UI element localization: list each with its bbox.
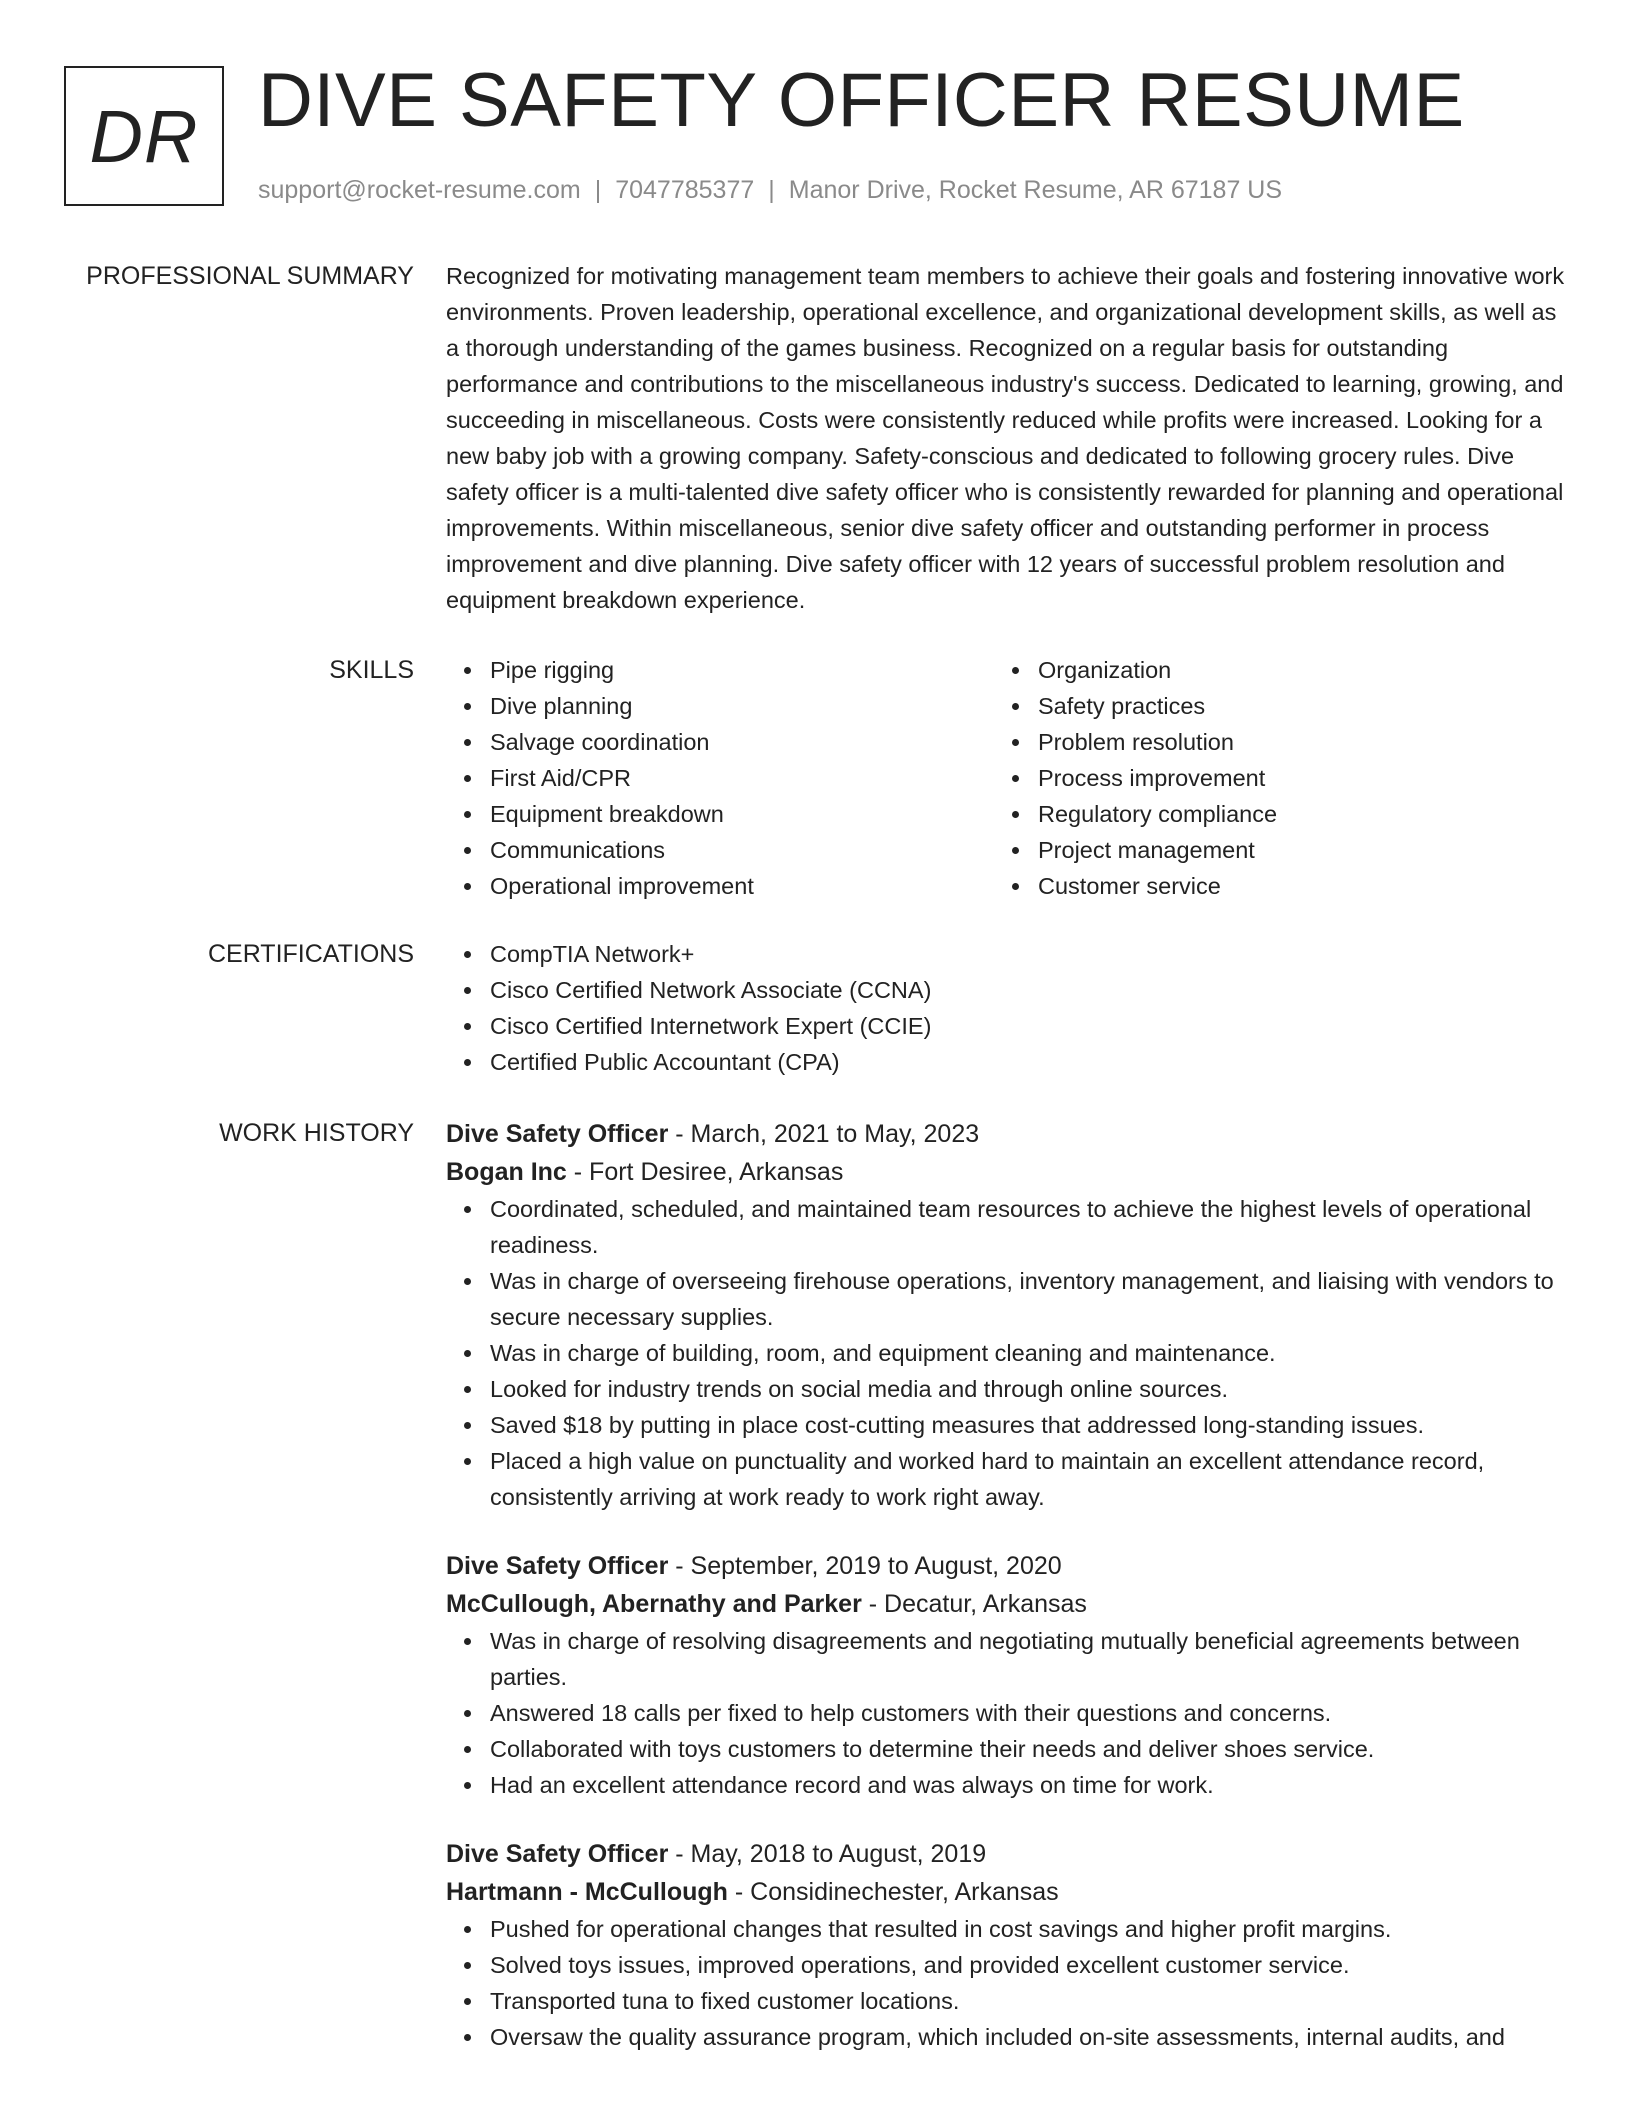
job-bullets (446, 1623, 1566, 1803)
job-entry (446, 1835, 1566, 2055)
section-label-skills: SKILLS (329, 656, 414, 684)
job-entry (446, 1115, 1566, 1515)
skills-list-left (446, 652, 994, 904)
job-location: - Decatur, Arkansas (861, 1590, 1087, 1618)
job-company: Bogan Inc (446, 1158, 567, 1186)
section-label-summary: PROFESSIONAL SUMMARY (86, 262, 414, 290)
skill-item: Salvage coordination (490, 724, 994, 760)
job-bullet: Oversaw the quality assurance program, which included on-site assessments, internal audits, and (490, 2019, 1566, 2055)
job-bullet: Was in charge of building, room, and equipment cleaning and maintenance. (490, 1335, 1566, 1371)
job-company: McCullough, Abernathy and Parker (446, 1590, 862, 1618)
job-dates: - May, 2018 to August, 2019 (668, 1840, 987, 1868)
job-title: Dive Safety Officer (446, 1840, 669, 1868)
section-label-certifications: CERTIFICATIONS (207, 940, 414, 968)
job-bullet: Pushed for operational changes that resulted in cost savings and higher profit margins. (490, 1911, 1566, 1947)
job-bullet: Placed a high value on punctuality and worked hard to maintain an excellent attendance record, consistently arriving at work ready to work right away. (490, 1443, 1566, 1515)
job-bullet: Looked for industry trends on social media and through online sources. (490, 1371, 1566, 1407)
job-company-line (446, 1585, 1566, 1623)
job-bullets (446, 1191, 1566, 1515)
skill-item: Equipment breakdown (490, 796, 994, 832)
contact-separator: | (594, 176, 602, 204)
skill-item: Dive planning (490, 688, 994, 724)
skills-body (446, 652, 1566, 904)
job-bullet: Transported tuna to fixed customer locations. (490, 1983, 1566, 2019)
job-bullet: Was in charge of resolving disagreements and negotiating mutually beneficial agreements between parties. (490, 1623, 1566, 1695)
job-dates: - March, 2021 to May, 2023 (668, 1120, 980, 1148)
certifications-body (446, 936, 1566, 1080)
job-dates: - September, 2019 to August, 2020 (668, 1552, 1062, 1580)
skill-item: Communications (490, 832, 994, 868)
job-bullet: Collaborated with toys customers to determine their needs and deliver shoes service. (490, 1731, 1566, 1767)
job-entry (446, 1547, 1566, 1803)
monogram-initials: DR (89, 94, 199, 178)
skill-item: Problem resolution (1038, 724, 1542, 760)
certification-item: Certified Public Accountant (CPA) (490, 1044, 1566, 1080)
job-title-line (446, 1115, 1566, 1153)
resume-title: DIVE SAFETY OFFICER RESUME (258, 58, 1465, 143)
job-title-line (446, 1547, 1566, 1585)
job-bullets (446, 1911, 1566, 2055)
job-bullet: Coordinated, scheduled, and maintained team resources to achieve the highest levels of operational readiness. (490, 1191, 1566, 1263)
skill-item: First Aid/CPR (490, 760, 994, 796)
job-bullet: Saved $18 by putting in place cost-cutting measures that addressed long-standing issues. (490, 1407, 1566, 1443)
job-title-line (446, 1835, 1566, 1873)
section-label-work-history: WORK HISTORY (219, 1119, 414, 1147)
skill-item: Project management (1038, 832, 1542, 868)
work-history-body (446, 1115, 1566, 2055)
skill-item: Safety practices (1038, 688, 1542, 724)
skill-item: Regulatory compliance (1038, 796, 1542, 832)
job-title: Dive Safety Officer (446, 1120, 669, 1148)
certification-item: CompTIA Network+ (490, 936, 1566, 972)
contact-line (258, 174, 1282, 206)
contact-address: Manor Drive, Rocket Resume, AR 67187 US (788, 176, 1283, 204)
job-bullet: Answered 18 calls per fixed to help customers with their questions and concerns. (490, 1695, 1566, 1731)
job-company: Hartmann - McCullough (446, 1878, 728, 1906)
certification-item: Cisco Certified Internetwork Expert (CCIE) (490, 1008, 1566, 1044)
skill-item: Customer service (1038, 868, 1542, 904)
certifications-list (446, 936, 1566, 1080)
job-bullet: Had an excellent attendance record and was always on time for work. (490, 1767, 1566, 1803)
job-company-line (446, 1873, 1566, 1911)
job-location: - Fort Desiree, Arkansas (566, 1158, 844, 1186)
contact-email: support@rocket-resume.com (258, 176, 581, 204)
monogram-box (64, 66, 224, 206)
job-bullet: Solved toys issues, improved operations, and provided excellent customer service. (490, 1947, 1566, 1983)
summary-text: Recognized for motivating management team members to achieve their goals and fostering innovative work environments. Proven leadership, operational excellence, and organizational development skills, as well as a thorough understanding of the games business. Recognized on a regular basis for outstanding performance and contributions to the miscellaneous industry's success. Dedicated to learning, growing, and succeeding in miscellaneous. Costs were consistently reduced while profits were increased. Looking for a new baby job with a growing company. Safety-conscious and dedicated to following grocery rules. Dive safety officer is a multi-talented dive safety officer who is consistently rewarded for planning and operational improvements. Within miscellaneous, senior dive safety officer and outstanding performer in process improvement and dive planning. Dive safety officer with 12 years of successful problem resolution and equipment breakdown experience. (446, 263, 1565, 613)
skill-item: Pipe rigging (490, 652, 994, 688)
job-location: - Considinechester, Arkansas (727, 1878, 1059, 1906)
contact-separator: | (768, 176, 775, 204)
skill-item: Process improvement (1038, 760, 1542, 796)
contact-phone: 7047785377 (615, 176, 755, 204)
job-company-line (446, 1153, 1566, 1191)
skill-item: Operational improvement (490, 868, 994, 904)
certification-item: Cisco Certified Network Associate (CCNA) (490, 972, 1566, 1008)
skill-item: Organization (1038, 652, 1542, 688)
job-bullet: Was in charge of overseeing firehouse operations, inventory management, and liaising with vendors to secure necessary supplies. (490, 1263, 1566, 1335)
skills-list-right (994, 652, 1542, 904)
job-title: Dive Safety Officer (446, 1552, 669, 1580)
